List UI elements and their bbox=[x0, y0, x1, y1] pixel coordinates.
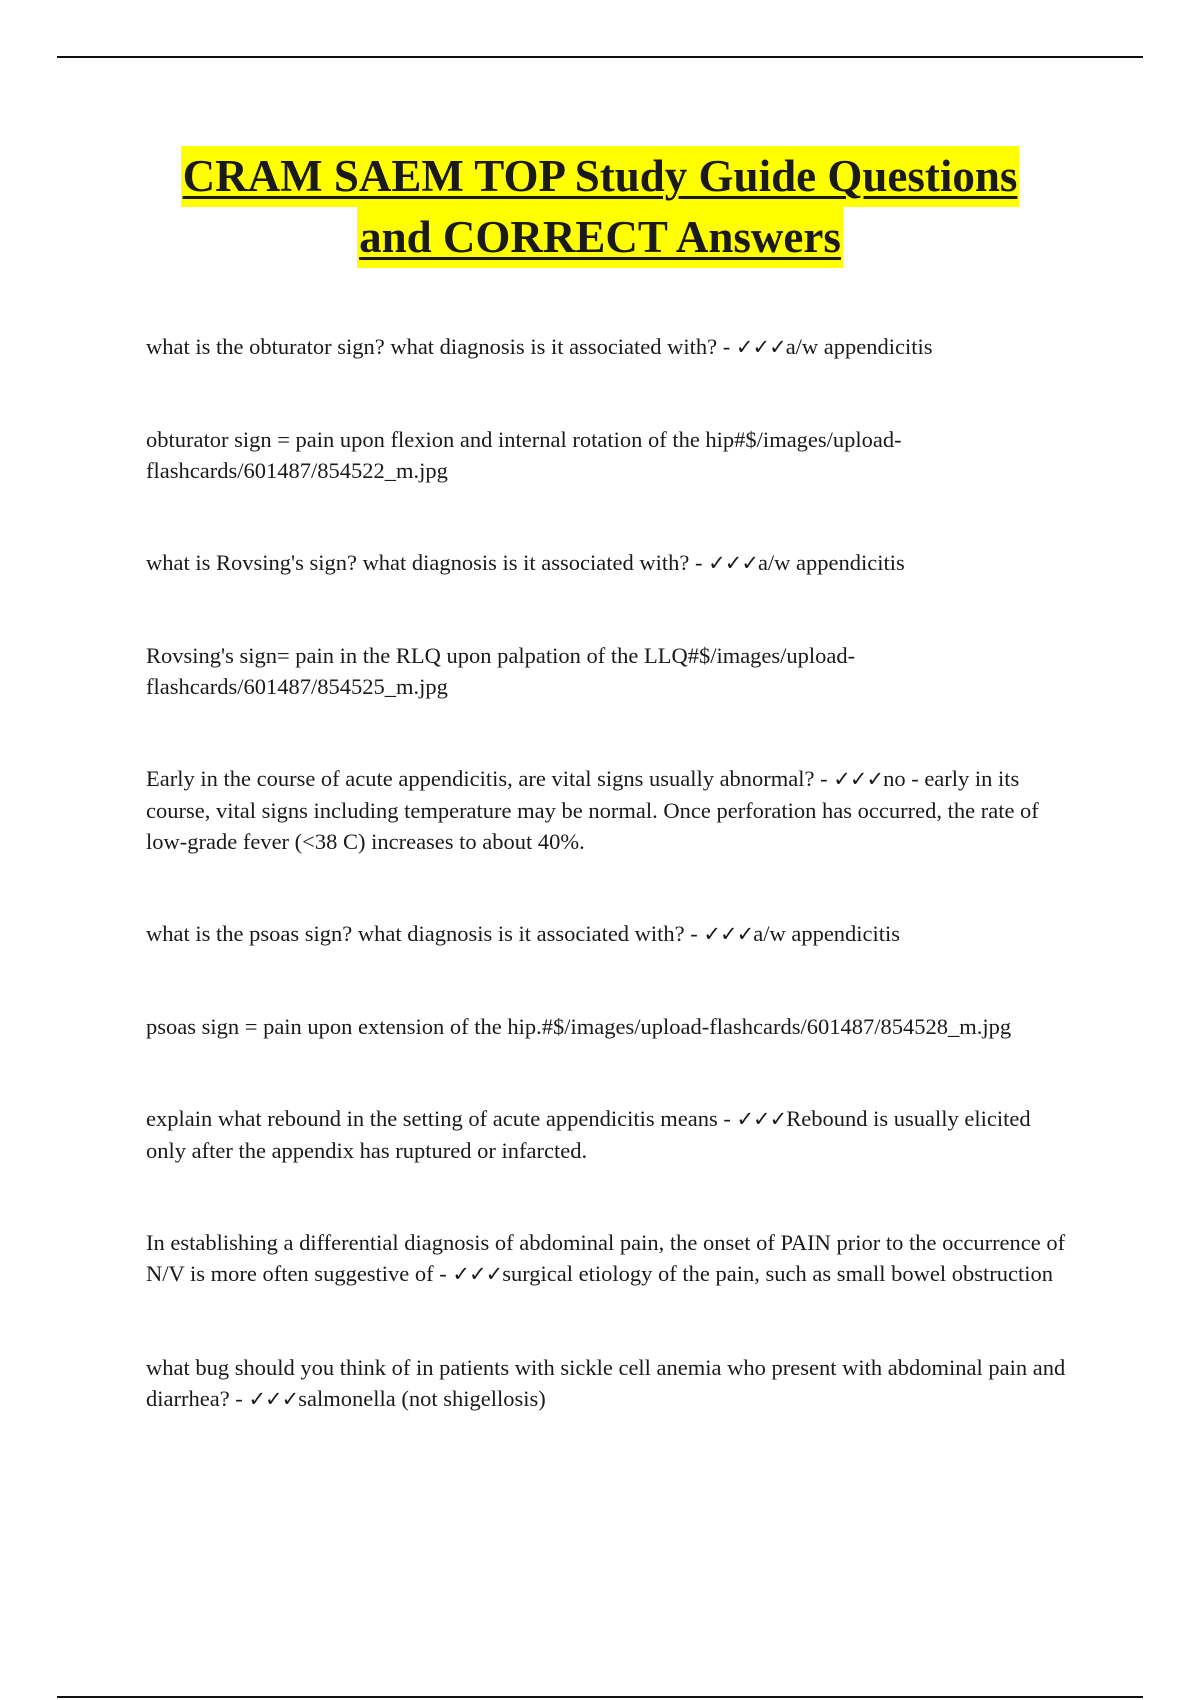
bottom-rule bbox=[57, 1696, 1143, 1698]
answer-text: a/w appendicitis bbox=[785, 334, 933, 359]
qa-item bbox=[146, 331, 1066, 363]
answer-text: no - early in its course, vital signs including temperature may be normal. Once perforation has occurred, the rate of low-grade fever (<38 C) increases to about 40%. bbox=[146, 766, 1039, 854]
title-line-1: CRAM SAEM TOP Study Guide Questions bbox=[181, 146, 1020, 207]
qa-item bbox=[146, 918, 1066, 950]
answer-text: Rebound is usually elicited only after the appendix has ruptured or infarcted. bbox=[146, 1106, 1031, 1163]
question-text: In establishing a differential diagnosis of abdominal pain, the onset of PAIN prior to the occurrence of N/V is more often suggestive of - bbox=[146, 1230, 1066, 1286]
note-text: obturator sign = pain upon flexion and internal rotation of the hip#$/images/upload-flashcards/601487/854522_m.jpg bbox=[146, 427, 902, 483]
answer-text: a/w appendicitis bbox=[753, 921, 901, 946]
check-mark-icon: ✓✓✓ bbox=[833, 767, 884, 791]
question-text: what is the obturator sign? what diagnosis is it associated with? - bbox=[146, 334, 736, 359]
qa-item bbox=[146, 1227, 1066, 1290]
check-mark-icon: ✓✓✓ bbox=[708, 551, 758, 575]
question-text: explain what rebound in the setting of acute appendicitis means - bbox=[146, 1106, 737, 1131]
document-title bbox=[140, 146, 1060, 268]
question-text: what is the psoas sign? what diagnosis is it associated with? - bbox=[146, 921, 704, 946]
note-text: Rovsing's sign= pain in the RLQ upon palpation of the LLQ#$/images/upload-flashcards/601487/854525_m.jpg bbox=[146, 643, 856, 699]
question-text: what is Rovsing's sign? what diagnosis is it associated with? - bbox=[146, 550, 709, 575]
qa-item bbox=[146, 424, 1066, 486]
qa-item bbox=[146, 1103, 1066, 1166]
check-mark-icon: ✓✓✓ bbox=[703, 922, 754, 946]
answer-text: a/w appendicitis bbox=[757, 550, 905, 575]
title-line-2: and CORRECT Answers bbox=[357, 207, 843, 268]
answer-text: salmonella (not shigellosis) bbox=[298, 1386, 546, 1411]
qa-content bbox=[146, 331, 1066, 1415]
check-mark-icon: ✓✓✓ bbox=[736, 1107, 787, 1131]
qa-item bbox=[146, 763, 1066, 857]
check-mark-icon: ✓✓✓ bbox=[452, 1262, 503, 1286]
qa-item bbox=[146, 547, 1066, 579]
qa-item bbox=[146, 1352, 1066, 1415]
qa-item bbox=[146, 1011, 1066, 1042]
qa-item bbox=[146, 640, 1066, 702]
note-text: psoas sign = pain upon extension of the hip.#$/images/upload-flashcards/601487/854528_m.jpg bbox=[146, 1014, 1012, 1039]
check-mark-icon: ✓✓✓ bbox=[248, 1387, 299, 1411]
top-rule bbox=[57, 56, 1143, 58]
answer-text: surgical etiology of the pain, such as small bowel obstruction bbox=[502, 1261, 1053, 1286]
check-mark-icon: ✓✓✓ bbox=[735, 335, 786, 359]
question-text: Early in the course of acute appendicitis, are vital signs usually abnormal? - bbox=[146, 766, 834, 791]
question-text: what bug should you think of in patients with sickle cell anemia who present with abdominal pain and diarrhea? - bbox=[146, 1355, 1066, 1411]
